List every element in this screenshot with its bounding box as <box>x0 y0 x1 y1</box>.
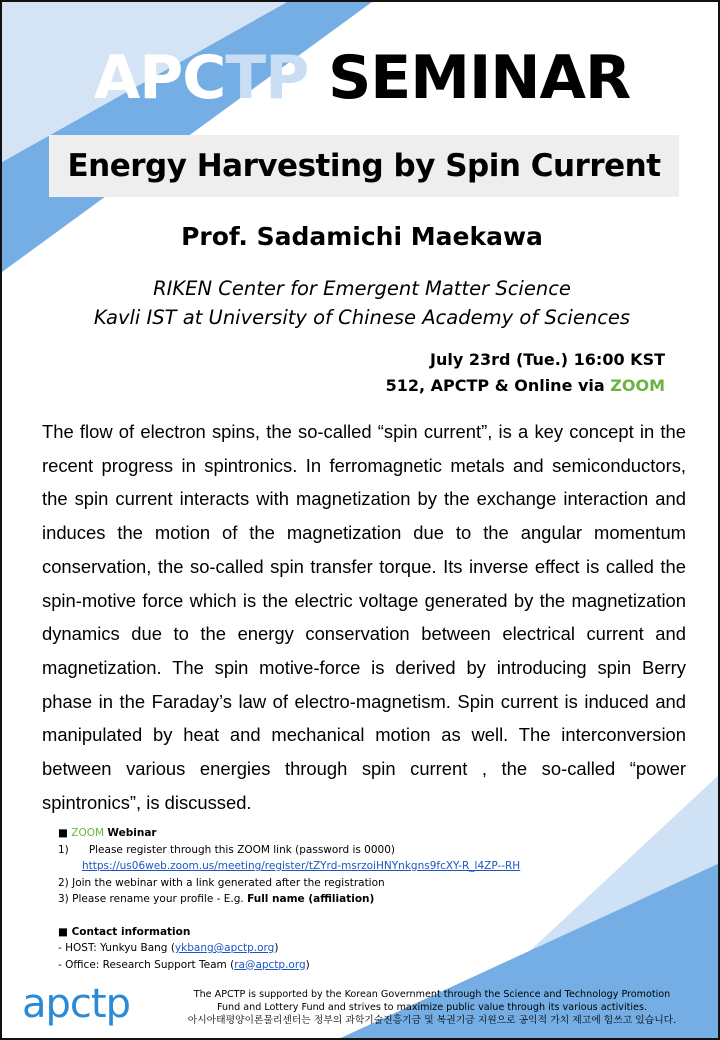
talk-title: Energy Harvesting by Spin Current <box>49 135 679 197</box>
step-1-number: 1) <box>58 843 69 856</box>
zoom-register-link[interactable]: https://us06web.zoom.us/meeting/register/tZYrd-msrzoiHNYnkgns9fcXY-R_l4ZP--RH <box>82 860 521 872</box>
footer-line-2: Fund and Lottery Fund and strives to maximize public value through its various activities. <box>216 1002 648 1013</box>
webinar-step-1 <box>58 842 658 859</box>
bullet: ■ <box>58 827 68 839</box>
office-label: - Office: Research Support Team ( <box>58 958 235 971</box>
venue-text: 512, APCTP & Online via <box>385 376 611 395</box>
footer-note <box>152 988 712 1027</box>
webinar-step-2: 2) Join the webinar with a link generated after the registration <box>58 876 385 889</box>
info-block <box>58 825 658 973</box>
footer-line-3: 아시아태평양이론물리센터는 정부의 과학기술진흥기금 및 복권기금 지원으로 공익적 가치 제고에 힘쓰고 있습니다. <box>187 1015 677 1026</box>
date-time: July 23rd (Tue.) 16:00 KST <box>429 350 665 369</box>
contact-heading-text: ■ Contact information <box>58 925 191 938</box>
host-email-link[interactable]: ykbang@apctp.org <box>174 942 275 954</box>
webinar-heading <box>58 825 658 842</box>
abstract: The flow of electron spins, the so-called “spin current”, is a key concept in the recent progress in spintronics. In ferromagnetic metals and semiconductors, the spin current interacts with magnetization by the exchange interaction and induces the motion of the magnetization due to the angular momentum conservation, the so-called spin transfer torque. Its inverse effect is called the spin-motive force which is the electric voltage generated by the magnetization dynamics due to the energy conservation between electrical current and magnetization. The spin motive-force is derived by introducing spin Berry phase in the Faraday’s law of electro-magnetism. Spin current is induced and manipulated by heat and mechanical motion as well. The interconversion between various energies through spin current , the so-called “power spintronics”, is discussed. <box>42 421 686 813</box>
poster-heading <box>2 42 720 114</box>
webinar-heading-text: Webinar <box>107 827 157 839</box>
brand-part-a: APC <box>93 43 226 113</box>
footer-line-1: The APCTP is supported by the Korean Government through the Science and Technology Promotion <box>193 989 671 1000</box>
step-1-text: Please register through this ZOOM link (password is 0000) <box>88 843 395 856</box>
office-suffix: ) <box>305 958 310 971</box>
speaker-name: Prof. Sadamichi Maekawa <box>181 222 543 251</box>
affiliation-1: RIKEN Center for Emergent Matter Science <box>153 277 571 300</box>
contact-heading <box>58 924 658 941</box>
venue <box>165 372 665 400</box>
host-label: - HOST: Yunkyu Bang ( <box>58 942 175 954</box>
contact-office <box>58 957 658 974</box>
venue-zoom: ZOOM <box>610 376 665 395</box>
spacer <box>58 908 658 924</box>
host-suffix: ) <box>274 942 279 954</box>
step-3-text: 3) Please rename your profile - E.g. <box>58 893 248 905</box>
webinar-zoom-word: ZOOM <box>71 827 105 839</box>
apctp-logo: apctp <box>22 981 130 1027</box>
webinar-step-3 <box>58 891 658 908</box>
step-3-example: Full name (affiliation) <box>247 893 375 905</box>
office-email-link[interactable]: ra@apctp.org <box>234 958 306 971</box>
seminar-word: SEMINAR <box>328 43 631 113</box>
webinar-link-row <box>58 858 658 875</box>
contact-host <box>58 940 658 957</box>
brand-part-b: TP <box>225 43 309 113</box>
affiliation-2: Kavli IST at University of Chinese Academy of Sciences <box>93 306 631 329</box>
